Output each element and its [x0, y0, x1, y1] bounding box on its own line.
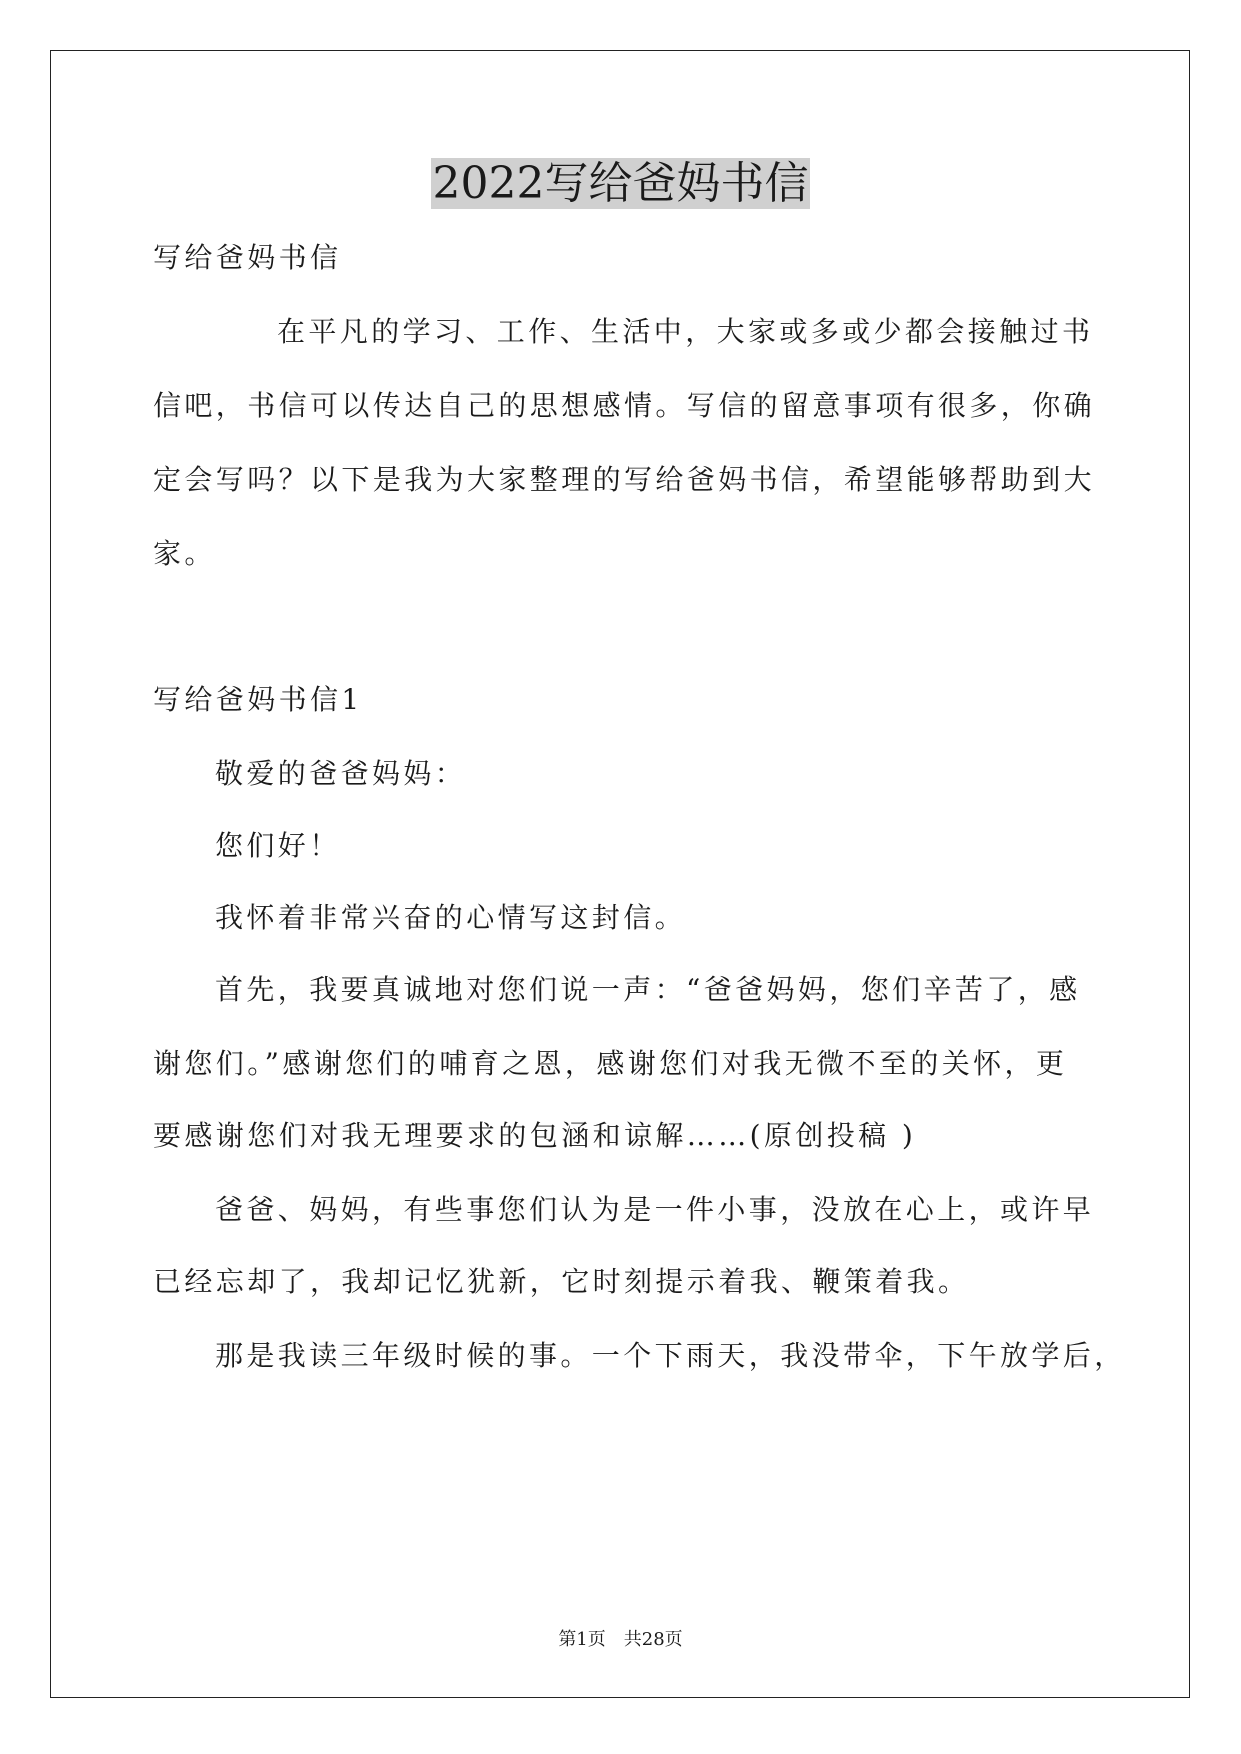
letter-salutation: 敬爱的爸爸妈妈：: [215, 757, 467, 790]
intro-line: 定会写吗？以下是我为大家整理的写给爸妈书信，希望能够帮助到大: [153, 463, 1096, 496]
intro-line: 在平凡的学习、工作、生活中，大家或多或少都会接触过书: [277, 315, 1094, 348]
section-heading: 写给爸妈书信1: [153, 683, 363, 716]
letter-paragraph-line: 已经忘却了，我却记忆犹新，它时刻提示着我、鞭策着我。: [153, 1265, 970, 1298]
letter-paragraph-line: 那是我读三年级时候的事。一个下雨天，我没带伞，下午放学后，: [215, 1339, 1126, 1372]
document-title-text: 2022写给爸妈书信: [432, 158, 809, 209]
letter-greeting: 您们好！: [215, 829, 341, 862]
letter-paragraph-line: 谢您们。”感谢您们的哺育之恩，感谢您们对我无微不至的关怀，更: [153, 1047, 1068, 1080]
page-border: [50, 50, 1190, 1698]
document-subtitle: 写给爸妈书信: [153, 241, 342, 274]
page-footer: 第1页 共28页: [558, 1629, 683, 1650]
letter-paragraph-line: 首先，我要真诚地对您们说一声：“爸爸妈妈，您们辛苦了，感: [215, 973, 1081, 1006]
letter-paragraph-line: 爸爸、妈妈，有些事您们认为是一件小事，没放在心上，或许早: [215, 1193, 1095, 1226]
document-title: [0, 156, 1241, 212]
letter-paragraph-line: 要感谢您们对我无理要求的包涵和谅解……(原创投稿 ): [153, 1119, 917, 1152]
letter-paragraph: 我怀着非常兴奋的心情写这封信。: [215, 901, 687, 934]
intro-line: 信吧，书信可以传达自己的思想感情。写信的留意事项有很多，你确: [153, 389, 1096, 422]
intro-line: 家。: [153, 537, 216, 570]
